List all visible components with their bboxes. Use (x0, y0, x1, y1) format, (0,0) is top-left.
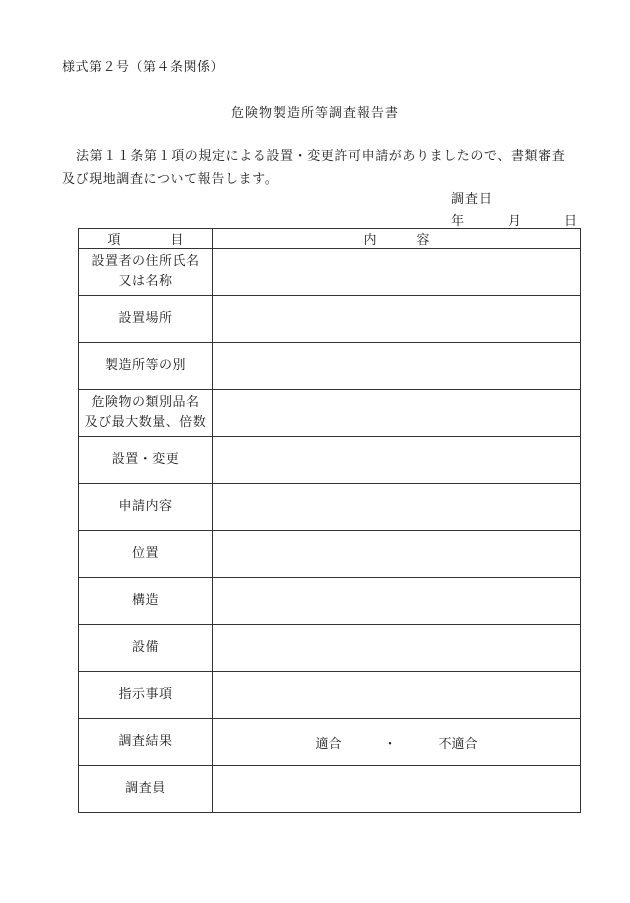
row-label-structure (79, 578, 213, 625)
row-label-line: 調査結果 (118, 734, 173, 749)
row-label-line: 及び最大数量、倍数 (84, 415, 207, 430)
header-item-char-1: 項 (107, 233, 121, 248)
row-label-inspector (79, 766, 213, 813)
row-label-line: 調査員 (125, 781, 166, 796)
form-number: 様式第２号（第４条関係） (62, 60, 225, 75)
row-label-line: 製造所等の別 (104, 358, 186, 373)
content-cell-survey-result[interactable] (213, 719, 581, 766)
result-pass-option[interactable]: 適合 (315, 736, 342, 752)
row-label-equipment (79, 625, 213, 672)
content-cell-inspector[interactable] (213, 766, 581, 813)
table-row (79, 625, 581, 672)
row-label-line: 設置者の住所氏名 (91, 254, 200, 269)
content-cell-structure[interactable] (213, 578, 581, 625)
row-label-position (79, 531, 213, 578)
content-cell-position[interactable] (213, 531, 581, 578)
row-label-line: 又は名称 (118, 274, 173, 289)
row-label-line: 構造 (131, 593, 159, 608)
survey-report-table (78, 228, 581, 813)
row-label-instructions (79, 672, 213, 719)
content-cell-facility-type[interactable] (213, 343, 581, 390)
row-label-location (79, 296, 213, 343)
row-label-line: 設置・変更 (111, 452, 180, 467)
header-item (79, 229, 213, 249)
table-row (79, 766, 581, 813)
row-label-line: 位置 (131, 546, 159, 561)
row-label-applicant (79, 249, 213, 296)
date-day-label: 日 (564, 214, 578, 229)
content-cell-applicant[interactable] (213, 249, 581, 296)
content-cell-instructions[interactable] (213, 672, 581, 719)
header-item-char-2: 目 (170, 233, 184, 248)
header-content-char-1: 内 (363, 233, 377, 248)
table-row (79, 343, 581, 390)
table-row (79, 672, 581, 719)
result-separator: ・ (383, 736, 397, 752)
table-row (79, 390, 581, 437)
report-statement (62, 145, 582, 191)
row-label-install-change (79, 437, 213, 484)
header-content (213, 229, 581, 249)
survey-date-label: 調査日 (451, 192, 494, 207)
table-row (79, 578, 581, 625)
row-label-hazmat-class (79, 390, 213, 437)
table-row (79, 484, 581, 531)
document-title: 危険物製造所等調査報告書 (230, 106, 399, 121)
row-label-line: 申請内容 (118, 499, 173, 514)
row-label-line: 設備 (131, 640, 159, 655)
row-label-line: 危険物の類別品名 (91, 395, 200, 410)
header-content-char-2: 容 (416, 233, 430, 248)
table-row (79, 296, 581, 343)
date-month-label: 月 (508, 214, 522, 229)
row-label-line: 指示事項 (118, 687, 173, 702)
table-row (79, 531, 581, 578)
content-cell-application-details[interactable] (213, 484, 581, 531)
statement-line-1: 法第１１条第１項の規定による設置・変更許可申請がありましたので、書類審査 (76, 149, 566, 164)
statement-line-2: 及び現地調査について報告します。 (62, 172, 279, 187)
content-cell-location[interactable] (213, 296, 581, 343)
table-row (79, 437, 581, 484)
table-row (79, 249, 581, 296)
content-cell-hazmat-class[interactable] (213, 390, 581, 437)
row-label-survey-result (79, 719, 213, 766)
content-cell-equipment[interactable] (213, 625, 581, 672)
table-row (79, 719, 581, 766)
row-label-line: 設置場所 (118, 311, 173, 326)
table-header-row (79, 229, 581, 249)
result-fail-option[interactable]: 不適合 (438, 736, 478, 752)
row-label-facility-type (79, 343, 213, 390)
row-label-application-details (79, 484, 213, 531)
content-cell-install-change[interactable] (213, 437, 581, 484)
date-year-label: 年 (451, 214, 465, 229)
